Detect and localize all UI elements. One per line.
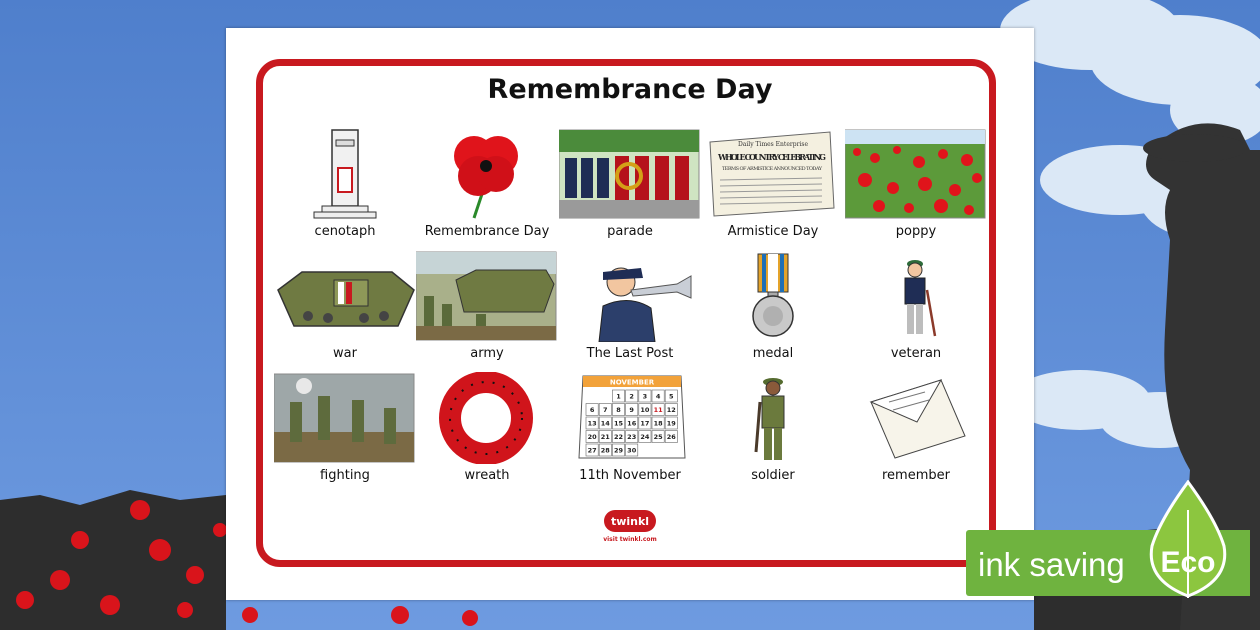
- letter-envelope-icon: [845, 372, 987, 464]
- twinkl-logo: [604, 510, 656, 532]
- word-card-soldier: [702, 372, 844, 490]
- calendar-day-number: 17: [640, 419, 650, 428]
- calendar-day-number: 3: [642, 392, 648, 401]
- calendar-day-number: 21: [600, 433, 610, 441]
- calendar-day-number: 6: [589, 406, 595, 414]
- newspaper-icon: [702, 128, 844, 220]
- calendar-icon: [559, 372, 701, 464]
- word-card-parade: [559, 128, 701, 246]
- calendar-day-number: 23: [627, 433, 637, 441]
- calendar-day-number: 26: [666, 433, 676, 441]
- parade-band-icon: [559, 128, 701, 220]
- calendar-day-number: 12: [666, 406, 676, 414]
- medal-icon: [702, 250, 844, 342]
- word-mat-sheet: [226, 28, 1034, 600]
- calendar-day-number: 4: [655, 392, 661, 401]
- calendar-day-number: 9: [629, 406, 634, 414]
- calendar-day-number: 30: [627, 446, 637, 455]
- army-scene-icon: [416, 250, 558, 342]
- newspaper-masthead: Daily Times Enterprise: [738, 141, 809, 148]
- calendar-day-number: 16: [627, 419, 637, 428]
- word-label: fighting: [320, 468, 370, 483]
- word-label: Remembrance Day: [424, 224, 550, 239]
- word-card-11th-november: [559, 372, 701, 490]
- word-card-army: [416, 250, 558, 368]
- word-label: veteran: [890, 346, 942, 361]
- brand-name: twinkl: [610, 515, 650, 528]
- soldier-icon: [702, 372, 844, 464]
- ink-saving-label: ink saving: [978, 546, 1125, 583]
- calendar-day-number: 10: [640, 406, 650, 414]
- word-label: war: [333, 346, 357, 361]
- brand-url: visit twinkl.com: [603, 536, 657, 543]
- calendar-day-number: 20: [587, 433, 597, 441]
- calendar-day-number: 14: [600, 419, 610, 428]
- calendar-day-number: 22: [613, 433, 624, 441]
- word-label: remember: [882, 468, 950, 483]
- calendar-day-number: 24: [640, 433, 650, 441]
- word-card-medal: [702, 250, 844, 368]
- word-label: medal: [752, 346, 794, 361]
- word-label: 11th November: [579, 468, 681, 483]
- wreath-icon: [416, 372, 558, 464]
- word-card-remembrance-day: [416, 128, 558, 246]
- word-card-wreath: [416, 372, 558, 490]
- ink-saving-eco-badge: [966, 480, 1260, 598]
- newspaper-headline: WHOLE COUNTRY CELEBRATING: [718, 152, 826, 162]
- word-label: wreath: [464, 468, 510, 483]
- calendar-day-number: 27: [587, 446, 597, 455]
- eco-label: Eco: [1160, 546, 1216, 579]
- page-title: Remembrance Day: [487, 74, 773, 105]
- word-label: The Last Post: [586, 346, 674, 361]
- word-label: parade: [607, 224, 653, 239]
- bugler-icon: [559, 250, 701, 342]
- veteran-icon: [845, 250, 987, 342]
- word-card-the-last-post: [559, 250, 701, 368]
- word-card-fighting: [274, 372, 416, 490]
- poppy-flower-icon: [416, 128, 558, 220]
- cenotaph-icon: [274, 128, 416, 220]
- calendar-day-number: 13: [587, 419, 597, 428]
- word-card-poppy: [845, 128, 987, 246]
- calendar-day-number: 5: [669, 392, 674, 401]
- calendar-day-number: 7: [603, 406, 608, 414]
- word-label: soldier: [751, 468, 795, 483]
- word-card-cenotaph: [274, 128, 416, 246]
- word-card-veteran: [845, 250, 987, 368]
- calendar-day-number: 29: [613, 446, 624, 455]
- word-label: army: [470, 346, 504, 361]
- word-card-armistice-day: [702, 128, 844, 246]
- tank-icon: [274, 250, 416, 342]
- calendar-day-number: 15: [613, 419, 624, 428]
- calendar-day-number: 8: [616, 406, 621, 414]
- calendar-day-number: 18: [653, 419, 663, 428]
- calendar-day-number: 1: [616, 392, 621, 401]
- calendar-day-number: 2: [629, 392, 634, 401]
- word-card-remember: [845, 372, 987, 490]
- calendar-month: NOVEMBER: [609, 378, 655, 387]
- calendar-day-number: 11: [653, 406, 663, 414]
- calendar-day-number: 19: [666, 419, 676, 428]
- newspaper-subhead: TERMS OF ARMISTICE ANNOUNCED TODAY: [722, 166, 822, 172]
- calendar-day-number: 25: [653, 433, 663, 441]
- leaf-drop-icon: [1146, 480, 1230, 598]
- word-label: Armistice Day: [727, 224, 819, 239]
- poppy-field-icon: [845, 128, 987, 220]
- fighting-scene-icon: [274, 372, 416, 464]
- word-label: cenotaph: [314, 224, 376, 239]
- calendar-day-number: 28: [600, 446, 610, 455]
- word-card-war: [274, 250, 416, 368]
- word-label: poppy: [895, 224, 937, 239]
